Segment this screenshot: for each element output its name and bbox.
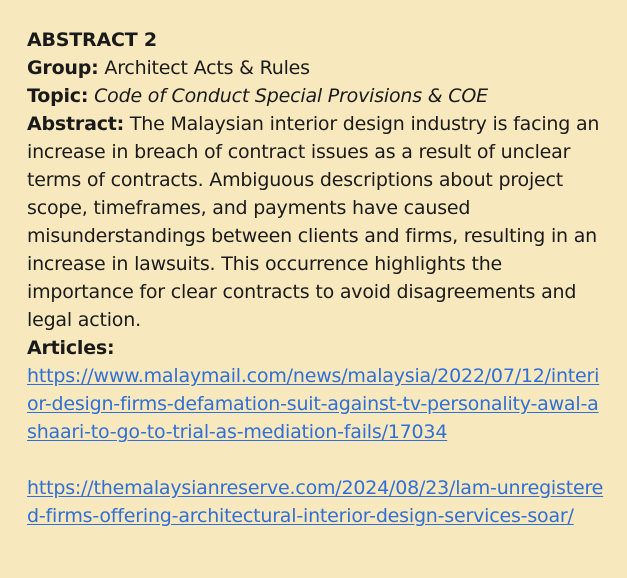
- group-value: Architect Acts & Rules: [104, 57, 310, 79]
- group-line: [27, 54, 607, 82]
- topic-line: [27, 82, 607, 110]
- abstract-label: Abstract:: [27, 113, 125, 135]
- articles-label: Articles:: [27, 337, 115, 359]
- link-spacer: [27, 446, 607, 474]
- topic-value: Code of Conduct Special Provisions & COE: [94, 85, 488, 107]
- article-link-1[interactable]: https://www.malaymail.com/news/malaysia/2022/07/12/interior-design-firms-defamation-suit-against-tv-personality-awal-ashaari-to-go-to-trial-as-mediation-fails/17034: [27, 365, 600, 443]
- abstract-text: The Malaysian interior design industry is facing an increase in breach of contract issues as a result of unclear terms of contracts. Ambiguous descriptions about project scope, timeframes, and payments have caused misunderstandings between clients and firms, resulting in an increase in lawsuits. This occurrence highlights the importance for clear contracts to avoid disagreements and legal action.: [27, 113, 600, 331]
- article-link-2[interactable]: https://themalaysianreserve.com/2024/08/23/lam-unregistered-firms-offering-architectural-interior-design-services-soar/: [27, 477, 604, 527]
- abstract-heading: ABSTRACT 2: [27, 29, 157, 51]
- group-label: Group:: [27, 57, 99, 79]
- abstract-paragraph: [27, 110, 607, 334]
- topic-label: Topic:: [27, 85, 89, 107]
